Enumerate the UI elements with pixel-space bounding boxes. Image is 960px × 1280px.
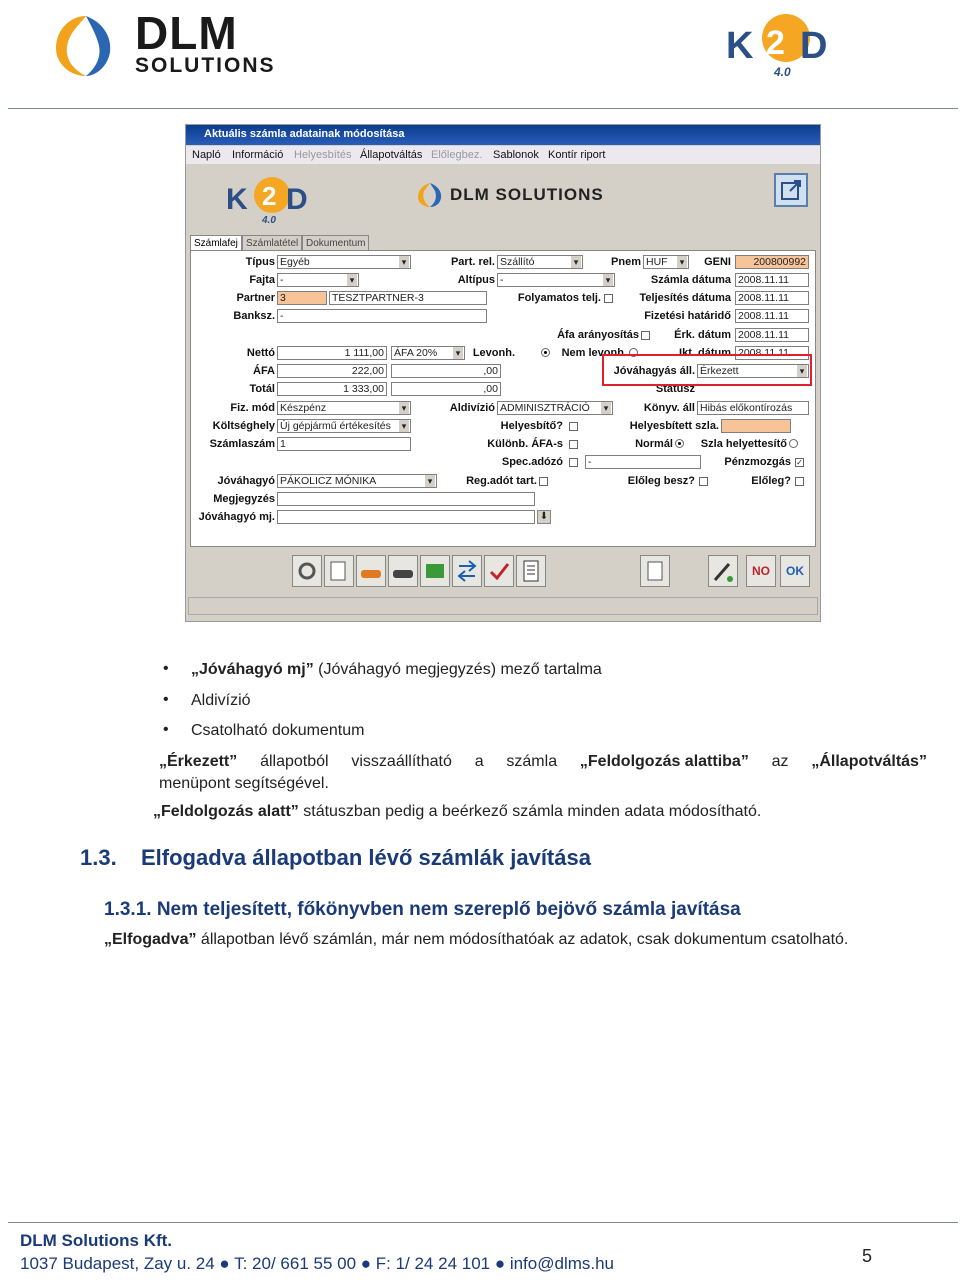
label-fizetesi: Fizetési határidő	[644, 310, 731, 322]
svg-text:2: 2	[766, 24, 785, 62]
paragraph-3: „Elfogadva” állapotban lévő számlán, már nem módosíthatóak az adatok, csak dokumentum csatolható.	[104, 931, 849, 948]
transfer-icon[interactable]	[452, 555, 482, 587]
altipus-select[interactable]: - ▾	[497, 273, 615, 287]
erk-datum-field[interactable]: 2008.11.11	[735, 328, 809, 342]
k2d-logo	[722, 4, 846, 80]
bullet-dot: •	[163, 721, 169, 738]
tab-szamlatetel[interactable]: Számlatétel	[242, 235, 302, 251]
label-szamla-datuma: Számla dátuma	[650, 274, 731, 286]
paragraph-1-line-1: „Érkezett” állapotból visszaállítható a számla „Feldolgozás alattiba” az „Állapotváltás”	[159, 753, 927, 770]
penzmozgas-checkbox[interactable]: ✓	[796, 458, 803, 467]
aldivizio-select[interactable]: ADMINISZTRÁCIÓ ▾	[497, 401, 613, 415]
label-partrel: Part. rel.	[450, 256, 495, 268]
jovahagyo-mj-field[interactable]	[277, 510, 535, 524]
label-afa-arany: Áfa arányosítás	[557, 329, 639, 341]
screenshot-window	[185, 124, 821, 622]
bullet-item: Aldivízió	[191, 692, 251, 709]
tab-szamlafej[interactable]: Számlafej	[190, 235, 242, 251]
no-button[interactable]: NO	[746, 555, 776, 587]
label-koltseghely: Költséghely	[212, 420, 275, 432]
label-megjegyzes: Megjegyzés	[213, 493, 275, 505]
paragraph-2: „Feldolgozás alatt” státuszban pedig a beérkező számla minden adata módosítható.	[153, 803, 762, 820]
app-header	[188, 165, 818, 235]
label-total: Totál	[249, 383, 275, 395]
afa-arany-checkbox[interactable]	[641, 331, 650, 340]
header-rule	[8, 108, 958, 109]
label-nem-levonh: Nem levonh.	[561, 347, 627, 359]
label-geni: GENI	[704, 256, 731, 268]
partrel-select[interactable]: Szállító ▾	[497, 255, 583, 269]
svg-text:2: 2	[262, 181, 277, 211]
szla-helyett-radio[interactable]	[789, 439, 798, 448]
car-dark-icon[interactable]	[388, 555, 418, 587]
svg-text:4.0: 4.0	[774, 65, 791, 79]
tab-dokumentum[interactable]: Dokumentum	[302, 235, 369, 251]
eloleg-besz-checkbox[interactable]	[699, 477, 708, 486]
menu-eloleg[interactable]: Előlegbez.	[431, 149, 483, 161]
label-afa: ÁFA	[253, 365, 275, 377]
page-number: 5	[862, 1246, 873, 1266]
svg-text:K: K	[226, 183, 248, 216]
toolbar	[188, 551, 818, 595]
label-netto: Nettó	[246, 347, 275, 359]
fizetesi-field[interactable]: 2008.11.11	[735, 309, 809, 323]
svg-text:4.0: 4.0	[262, 215, 276, 226]
partner-name-field[interactable]: TESZTPARTNER-3	[329, 291, 487, 305]
regado-checkbox[interactable]	[539, 477, 548, 486]
szamla-datuma-field[interactable]: 2008.11.11	[735, 273, 809, 287]
fizmod-select[interactable]: Készpénz ▾	[277, 401, 411, 415]
label-fizmod: Fiz. mód	[230, 402, 275, 414]
window-title: Aktuális számla adatainak módosítása	[186, 125, 820, 145]
afa-field[interactable]: 222,00	[277, 364, 387, 378]
report-icon[interactable]	[516, 555, 546, 587]
bullet-item: Csatolható dokumentum	[191, 722, 365, 739]
footer-company: DLM Solutions Kft.	[20, 1231, 173, 1250]
jovahagyas-all-select[interactable]: Érkezett ▾	[697, 364, 809, 378]
svg-text:K: K	[726, 25, 754, 67]
label-eloleg-besz: Előleg besz?	[627, 475, 695, 487]
highlight-box	[602, 354, 812, 386]
label-partner: Partner	[236, 292, 275, 304]
exit-button[interactable]	[774, 173, 808, 207]
label-teljesites: Teljesítés dátuma	[639, 292, 731, 304]
bullet-item: „Jóváhagyó mj” (Jóváhagyó megjegyzés) mező tartalma	[191, 661, 602, 678]
afa2-field[interactable]: ,00	[391, 364, 501, 378]
car-orange-icon[interactable]	[356, 555, 386, 587]
arrow-down-icon[interactable]: ⬇	[537, 510, 551, 524]
megjegyzes-field[interactable]	[277, 492, 535, 506]
helyesbito-checkbox[interactable]	[569, 422, 578, 431]
label-altipus: Altípus	[457, 274, 495, 286]
label-normal: Normál	[635, 438, 673, 450]
normal-radio[interactable]	[675, 439, 684, 448]
svg-text:D: D	[800, 25, 828, 67]
menu-bar	[186, 146, 820, 164]
check-icon[interactable]	[484, 555, 514, 587]
menu-allapotvaltas[interactable]: Állapotváltás	[360, 149, 423, 161]
invoice-form	[190, 250, 816, 547]
label-aldivizio: Aldivízió	[449, 402, 495, 414]
bullet-dot: •	[163, 660, 169, 677]
total-field[interactable]: 1 333,00	[277, 382, 387, 396]
netto-field[interactable]: 1 111,00	[277, 346, 387, 360]
afa-kulcs-select[interactable]: ÁFA 20% ▾	[391, 346, 465, 360]
label-jovahagyas-all: Jóváhagyás áll.	[613, 365, 695, 377]
money-icon[interactable]	[420, 555, 450, 587]
label-pnem: Pnem	[611, 256, 641, 268]
section-heading-number: 1.3.	[80, 845, 117, 870]
paragraph-1-line-2: menüpont segítségével.	[159, 775, 329, 792]
helyesbitett-field[interactable]	[721, 419, 791, 433]
svg-text:D: D	[286, 183, 308, 216]
label-helyesbitett: Helyesbített szla.	[629, 420, 719, 432]
menu-informacio[interactable]: Információ	[232, 149, 284, 161]
label-jovahagyo: Jóváhagyó	[217, 475, 275, 487]
teljesites-field[interactable]: 2008.11.11	[735, 291, 809, 305]
eloleg-checkbox[interactable]	[795, 477, 804, 486]
footer-address: 1037 Budapest, Zay u. 24 ● T: 20/ 661 55 00 ● F: 1/ 24 24 101 ● info@dlms.hu	[20, 1254, 615, 1273]
bullet-dot: •	[163, 691, 169, 708]
section-heading: Elfogadva állapotban lévő számlák javítása	[141, 845, 591, 870]
label-spec-ado: Spec.adózó	[501, 456, 563, 468]
label-levonh: Levonh.	[472, 347, 515, 359]
banksz-field[interactable]: -	[277, 309, 487, 323]
settings-icon[interactable]	[292, 555, 322, 587]
pen-icon[interactable]	[708, 555, 738, 587]
menu-kontir-riport[interactable]: Kontír riport	[548, 149, 606, 161]
label-statusz: Státusz	[655, 383, 695, 395]
label-penzmozgas: Pénzmozgás	[724, 456, 791, 468]
exit-icon	[776, 175, 806, 205]
label-erk-datum: Érk. dátum	[674, 329, 731, 341]
label-banksz: Banksz.	[233, 310, 275, 322]
status-bar	[188, 597, 818, 615]
dlm-logo-text: DLM	[135, 7, 238, 59]
menu-sablonok[interactable]: Sablonok	[493, 149, 539, 161]
kulonb-afa-checkbox[interactable]	[569, 440, 578, 449]
label-eloleg: Előleg?	[751, 475, 791, 487]
subsection-heading: 1.3.1. Nem teljesített, főkönyvben nem szereplő bejövő számla javítása	[104, 899, 741, 920]
levonh-radio[interactable]	[541, 348, 550, 357]
total2-field[interactable]: ,00	[391, 382, 501, 396]
fajta-select[interactable]: - ▾	[277, 273, 359, 287]
label-tipus: Típus	[245, 256, 275, 268]
spec-ado-field[interactable]: -	[585, 455, 701, 469]
szamlaszam-field[interactable]: 1	[277, 437, 411, 451]
label-konyv-all: Könyv. áll	[643, 402, 695, 414]
koltseghely-select[interactable]: Új gépjármű értékesítés ▾	[277, 419, 411, 433]
dlm-logo-emblem	[50, 12, 122, 80]
documents-icon[interactable]	[324, 555, 354, 587]
geni-field[interactable]: 200800992	[735, 255, 809, 269]
partner-id-field[interactable]: 3	[277, 291, 327, 305]
tipus-select[interactable]: Egyéb ▾	[277, 255, 411, 269]
label-ikt-datum: Ikt. dátum	[679, 347, 731, 359]
menu-helyesbites[interactable]: Helyesbítés	[294, 149, 352, 161]
label-szamlaszam: Számlaszám	[209, 438, 275, 450]
dlm-app-emblem	[416, 181, 444, 209]
label-jovahagyo-mj: Jóváhagyó mj.	[198, 511, 275, 523]
pnem-select[interactable]: HUF ▾	[643, 255, 689, 269]
jovahagyo-select[interactable]: PÁKOLICZ MÓNIKA ▾	[277, 474, 437, 488]
label-fajta: Fajta	[249, 274, 275, 286]
ok-button[interactable]: OK	[780, 555, 810, 587]
ikt-datum-field[interactable]: 2008.11.11	[735, 346, 809, 360]
k2d-app-logo	[224, 169, 316, 229]
konyv-all-field[interactable]: Hibás előkontírozás	[697, 401, 809, 415]
menu-naplo[interactable]: Napló	[192, 149, 221, 161]
notepad-icon[interactable]	[640, 555, 670, 587]
spec-ado-checkbox[interactable]	[569, 458, 578, 467]
label-folyamatos: Folyamatos telj.	[517, 292, 601, 304]
label-kulonb-afa: Különb. ÁFA-s	[487, 438, 563, 450]
label-helyesbito: Helyesbítő?	[500, 420, 563, 432]
footer-rule	[8, 1222, 958, 1223]
label-szla-helyett: Szla helyettesítő	[700, 438, 787, 450]
dlm-logo-subtext: SOLUTIONS	[135, 54, 276, 77]
dlm-app-brand: DLM SOLUTIONS	[450, 185, 604, 204]
label-regado: Reg.adót tart.	[466, 475, 537, 487]
